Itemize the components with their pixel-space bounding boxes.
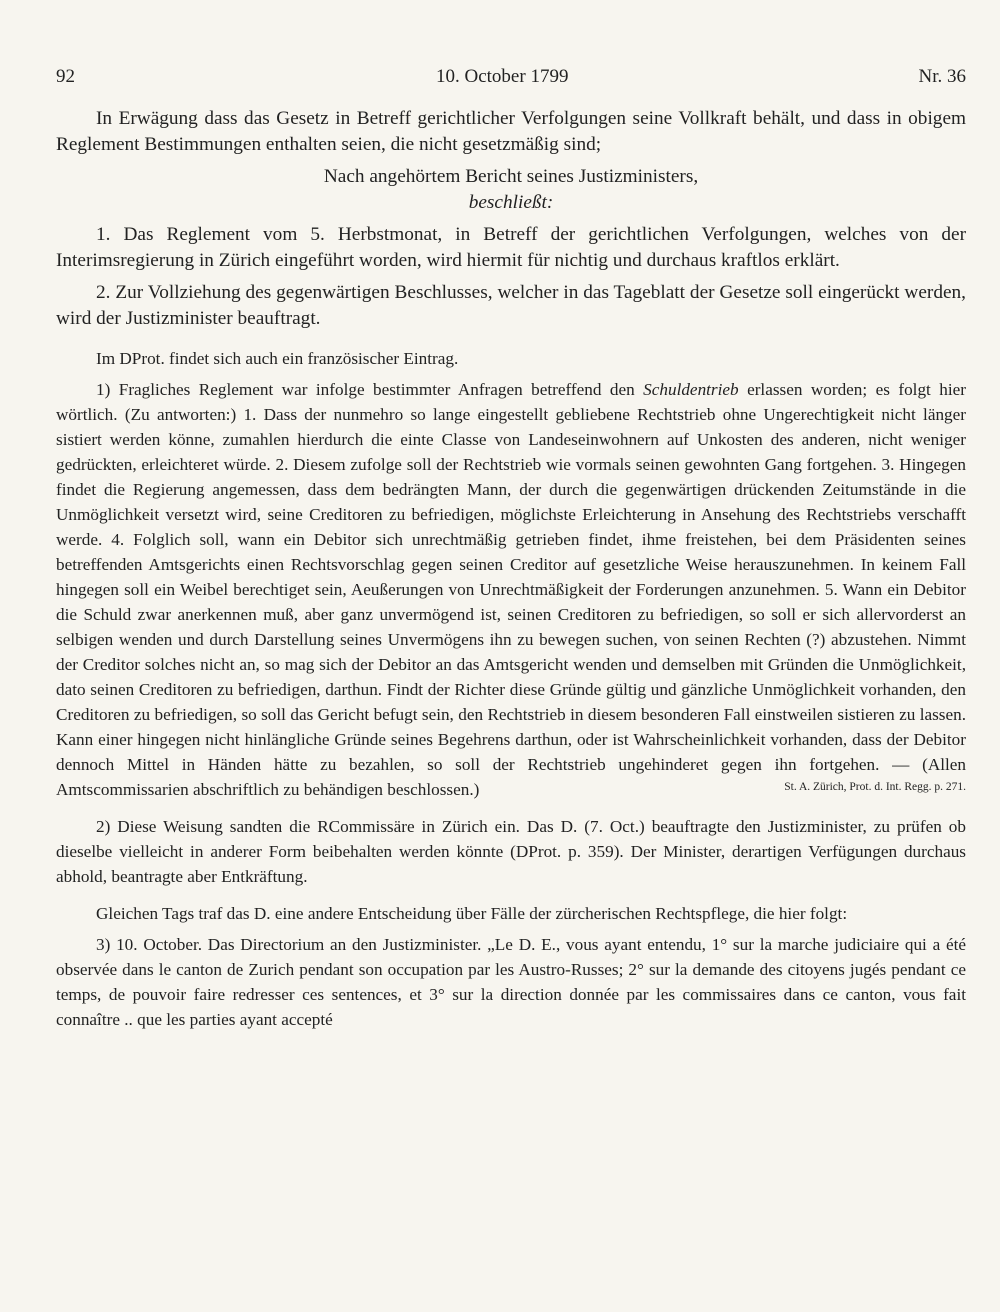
page-header <box>56 66 966 106</box>
footnote-2: 2) Diese Weisung sandten die RCommissäre in Zürich ein. Das D. (7. Oct.) beauftragte den Justizminister, zu prüfen ob dieselbe vielleicht in anderer Form beibehalten werden könnte (DProt. p. 359). Der Minister, derartigen Verfügungen durchaus abhold, beantragte aber Entkräftung. <box>56 817 966 886</box>
footnote-3: 3) 10. October. Das Directorium an den Justizminister. „Le D. E., vous ayant entendu, 1° sur la marche judiciaire qui a été observée dans le canton de Zurich pendant son occupation par les Austro-Russes; 2° sur la demande des citoyens jugés pendant ce temps, de pouvoir faire redresser ces sentences, et 3° sur la direction donnée par les commissaires dans ce canton, vous fait connaître .. que les parties ayant accepté <box>56 935 966 1029</box>
footnote-1-source: St. A. Zürich, Prot. d. Int. Regg. p. 271. <box>784 781 966 793</box>
footnote-1 <box>56 377 966 802</box>
footnote-1-italic-term: Schuldentrieb <box>643 380 739 399</box>
decree-report: Nach angehörtem Bericht seines Justizministers, <box>323 166 699 187</box>
decree-article-2: 2. Zur Vollziehung des gegenwärtigen Beschlusses, welcher in das Tageblatt der Gesetze soll eingerückt werden, wird der Justizminister beauftragt. <box>56 282 966 329</box>
decree-article-1: 1. Das Reglement vom 5. Herbstmonat, in Betreff der gerichtlichen Verfolgungen, welches von der Interimsregierung in Zürich eingeführt worden, wird hiermit für nichtig und durchaus kraftlos erklärt. <box>56 224 966 271</box>
dprot-note: Im DProt. findet sich auch ein französischer Eintrag. <box>96 349 459 368</box>
decree-resolves: beschließt: <box>468 192 554 213</box>
decree-preamble: In Erwägung dass das Gesetz in Betreff gerichtlicher Verfolgungen seine Vollkraft behält, und dass in obigem Reglement Bestimmungen enthalten seien, die nicht gesetzmäßig sind; <box>56 108 966 155</box>
document-number: Nr. 36 <box>918 66 966 87</box>
header-date: 10. October 1799 <box>436 66 569 87</box>
same-day-note: Gleichen Tags traf das D. eine andere Entscheidung über Fälle der zürcherischen Rechtspflege, die hier folgt: <box>96 904 848 923</box>
document-page <box>56 66 966 1032</box>
footnote-1-start: 1) Fragliches Reglement war infolge bestimmter Anfragen betreffend den <box>96 380 644 399</box>
page-number: 92 <box>56 66 75 87</box>
footnote-1-body: erlassen worden; es folgt hier wörtlich. (Zu antworten:) 1. Dass der nunmehro so lange eingestellt gebliebene Rechtstrieb ohne Ungerechtigkeit nicht länger sistiert werden könne, zumahlen hierdurch die einte Classe von Landeseinwohnern auf Unkosten des anderen, nicht weniger gedrückten, erleichteret würde. 2. Diesem zufolge soll der Rechtstrieb wie vormals seinen gewohnten Gang fortgehen. 3. Hingegen findet die Regierung angemessen, dass dem bedrängten Mann, der durch die gegenwärtigen drückenden Zeitumstände in die Unmöglichkeit versetzt wird, seine Creditoren zu befriedigen, möglichste Erleichterung in Ansehung des Rechtstriebs verschafft werde. 4. Folglich soll, wann ein Debitor sich unrechtmäßig getrieben findet, ihme freistehen, bei dem Präsidenten seines betreffenden Amtsgerichts einen Rechtsvorschlag gegen seinen Creditor auf gesetzliche Weise herauszunehmen. In keinem Fall hingegen soll ein Weibel berechtiget sein, Aeußerungen von Unrechtmäßigkeit der Forderungen anzunehmen. 5. Wann ein Debitor die Schuld zwar anerkennen muß, aber ganz unvermögend ist, seinen Creditoren zu befriedigen, so soll er sich allervorderst an selbigen wenden und durch Darstellung seines Unvermögens ihn zu bewegen suchen, von seinen Rechten (?) abzustehen. Nimmt der Creditor solches nicht an, so mag sich der Debitor an das Amtsgericht wenden und demselben mit Gründen die Unmöglichkeit, dato seinen Creditoren zu befriedigen, darthun. Findt der Richter diese Gründe gültig und gänzliche Unmöglichkeit vorhanden, den Creditoren zu befriedigen, so soll das Gericht befugt sein, den Rechtstrieb in diesem besonderen Fall einstweilen sistieren zu lassen. Kann einer hingegen nicht hinlängliche Gründe seines Begehrens darthun, oder ist Wahrscheinlichkeit vorhanden, dass der Debitor dennoch Mittel in Händen hätte zu bezahlen, so soll der Rechtstrieb ungehinderet gegen ihn fortgehen. — (Allen Amtscommissarien abschriftlich zu behändigen beschlossen.) <box>56 380 966 799</box>
